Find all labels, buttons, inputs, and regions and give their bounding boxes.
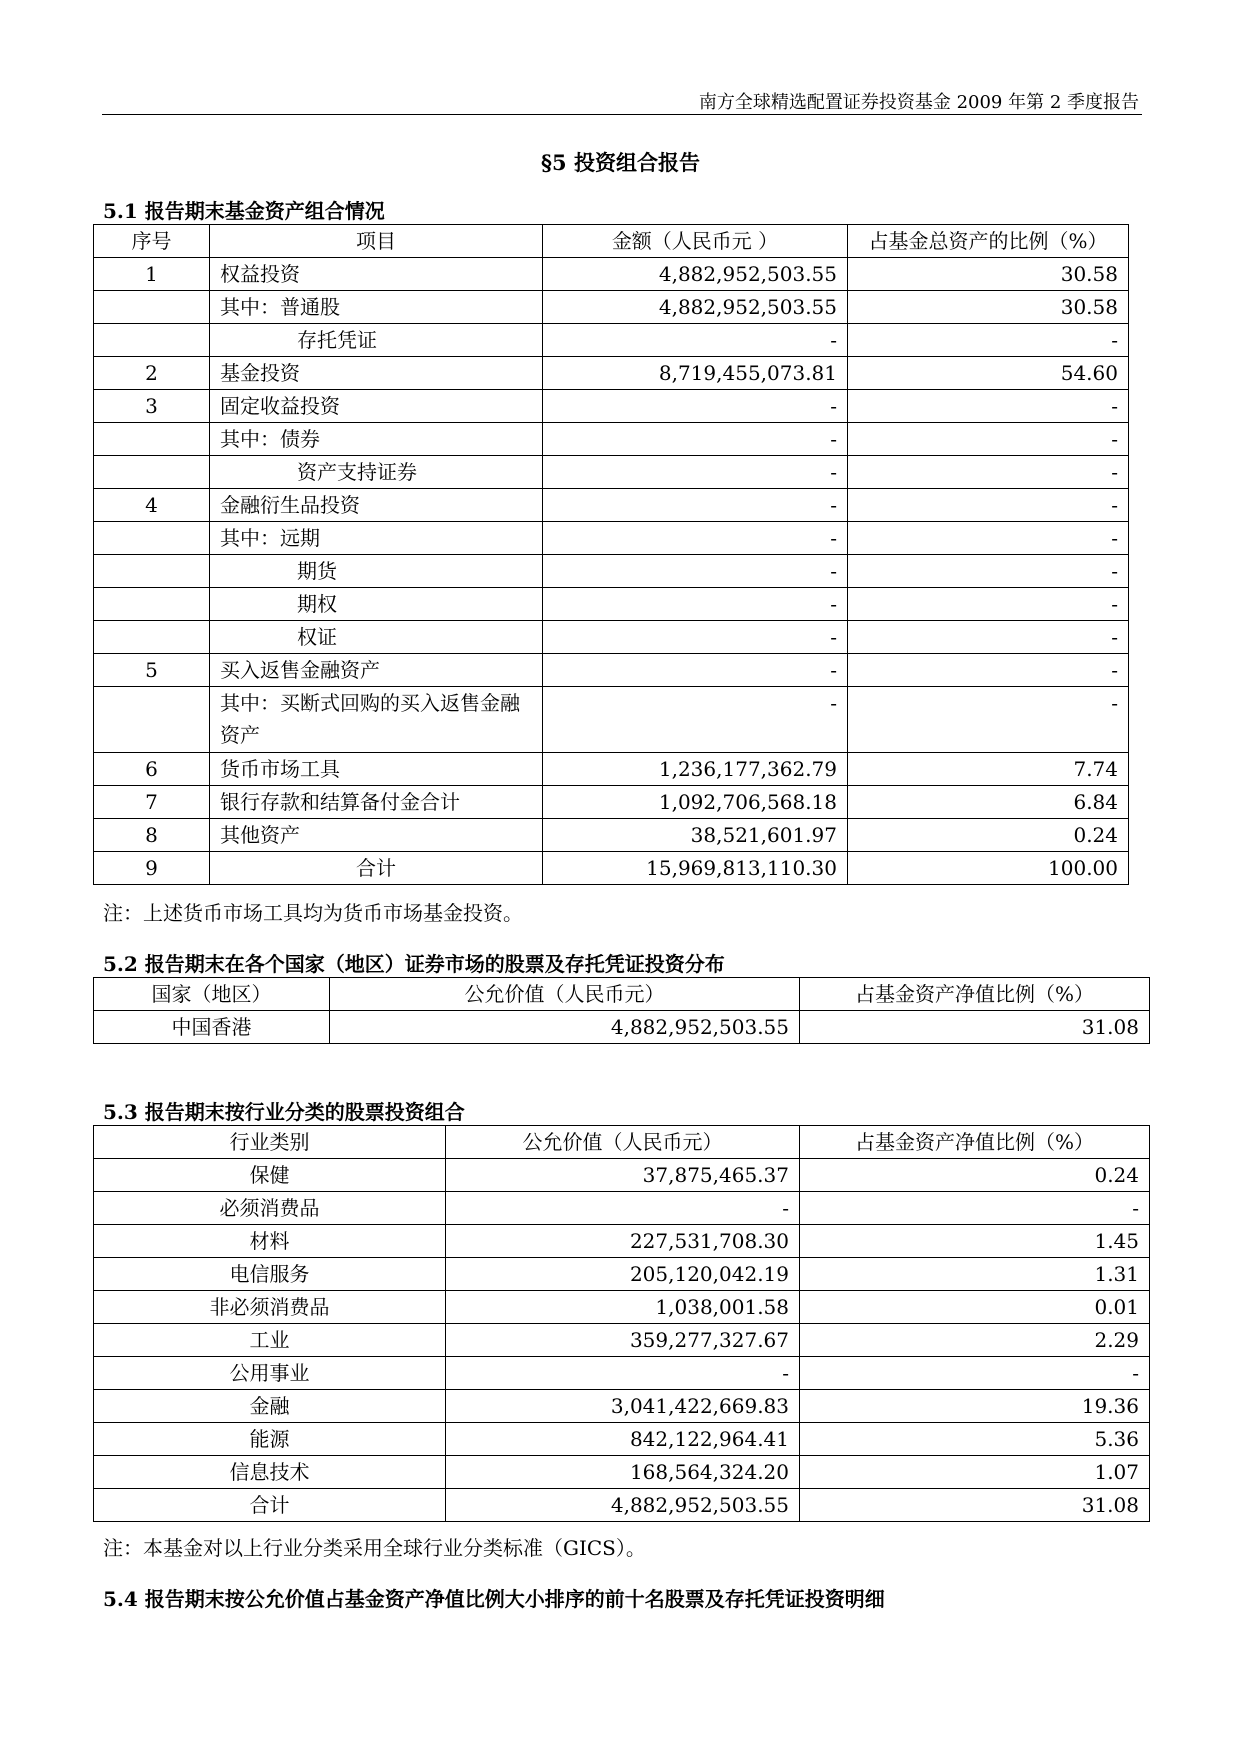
ratio-cell: 0.24 xyxy=(800,1159,1150,1192)
amount-cell: - xyxy=(543,588,848,621)
region-distribution-table xyxy=(93,977,1150,1044)
industry-cell: 能源 xyxy=(94,1423,446,1456)
row-number-cell xyxy=(94,621,210,654)
row-number-cell: 8 xyxy=(94,819,210,852)
amount-cell: - xyxy=(543,621,848,654)
table-row xyxy=(94,1357,1150,1390)
ratio-cell: 30.58 xyxy=(848,258,1129,291)
amount-cell: 1,092,706,568.18 xyxy=(543,786,848,819)
ratio-cell: 1.45 xyxy=(800,1225,1150,1258)
header-cell-value: 公允价值（人民币元） xyxy=(446,1126,800,1159)
ratio-cell: 19.36 xyxy=(800,1390,1150,1423)
industry-cell: 信息技术 xyxy=(94,1456,446,1489)
fair-value-cell: - xyxy=(446,1357,800,1390)
item-name-cell: 权益投资 xyxy=(210,258,543,291)
item-name-cell: 其中：债券 xyxy=(210,423,543,456)
amount-cell: - xyxy=(543,423,848,456)
amount-cell: 38,521,601.97 xyxy=(543,819,848,852)
ratio-cell: - xyxy=(800,1192,1150,1225)
ratio-cell: - xyxy=(848,588,1129,621)
table-row xyxy=(94,1456,1150,1489)
ratio-cell: 100.00 xyxy=(848,852,1129,885)
ratio-cell: 5.36 xyxy=(800,1423,1150,1456)
industry-cell: 公用事业 xyxy=(94,1357,446,1390)
section-5-3-title: 5.3 报告期末按行业分类的股票投资组合 xyxy=(103,1100,465,1124)
table-row xyxy=(94,753,1129,786)
section-title: §5 投资组合报告 xyxy=(541,150,700,175)
amount-cell: 15,969,813,110.30 xyxy=(543,852,848,885)
item-name-cell: 基金投资 xyxy=(210,357,543,390)
amount-cell: - xyxy=(543,555,848,588)
table-row xyxy=(94,1324,1150,1357)
fair-value-cell: 842,122,964.41 xyxy=(446,1423,800,1456)
row-number-cell xyxy=(94,291,210,324)
amount-cell: - xyxy=(543,522,848,555)
ratio-cell: - xyxy=(848,489,1129,522)
ratio-cell: 1.07 xyxy=(800,1456,1150,1489)
table-row xyxy=(94,423,1129,456)
header-divider xyxy=(102,114,1142,115)
row-number-cell: 9 xyxy=(94,852,210,885)
ratio-cell: 31.08 xyxy=(800,1011,1150,1044)
fair-value-cell: 4,882,952,503.55 xyxy=(446,1489,800,1522)
ratio-cell: - xyxy=(848,456,1129,489)
amount-cell: - xyxy=(543,456,848,489)
header-cell-ratio: 占基金资产净值比例（%） xyxy=(800,1126,1150,1159)
table-row xyxy=(94,852,1129,885)
row-number-cell xyxy=(94,456,210,489)
header-cell-item: 项目 xyxy=(210,225,543,258)
industry-cell: 工业 xyxy=(94,1324,446,1357)
item-name-cell: 期货 xyxy=(210,555,543,588)
ratio-cell: 30.58 xyxy=(848,291,1129,324)
ratio-cell: 31.08 xyxy=(800,1489,1150,1522)
table-row xyxy=(94,687,1129,753)
table-row xyxy=(94,390,1129,423)
industry-cell: 金融 xyxy=(94,1390,446,1423)
ratio-cell: - xyxy=(848,423,1129,456)
table-row xyxy=(94,324,1129,357)
item-name-cell: 其他资产 xyxy=(210,819,543,852)
item-name-cell: 货币市场工具 xyxy=(210,753,543,786)
row-number-cell: 2 xyxy=(94,357,210,390)
table-row xyxy=(94,1192,1150,1225)
ratio-cell: - xyxy=(848,555,1129,588)
industry-cell: 电信服务 xyxy=(94,1258,446,1291)
ratio-cell: 0.24 xyxy=(848,819,1129,852)
row-number-cell: 1 xyxy=(94,258,210,291)
ratio-cell: - xyxy=(848,621,1129,654)
amount-cell: 1,236,177,362.79 xyxy=(543,753,848,786)
item-name-cell: 其中：买断式回购的买入返售金融资产 xyxy=(210,687,543,753)
industry-cell: 材料 xyxy=(94,1225,446,1258)
table-row xyxy=(94,1159,1150,1192)
table-header-row xyxy=(94,978,1150,1011)
row-number-cell xyxy=(94,423,210,456)
fair-value-cell: - xyxy=(446,1192,800,1225)
item-name-cell: 其中：普通股 xyxy=(210,291,543,324)
header-cell-ratio: 占基金资产净值比例（%） xyxy=(800,978,1150,1011)
header-cell-industry: 行业类别 xyxy=(94,1126,446,1159)
table-row xyxy=(94,522,1129,555)
header-cell-amount: 金额（人民币元 ） xyxy=(543,225,848,258)
table-row xyxy=(94,291,1129,324)
row-number-cell xyxy=(94,555,210,588)
amount-cell: - xyxy=(543,324,848,357)
industry-portfolio-table xyxy=(93,1125,1150,1522)
item-name-cell: 买入返售金融资产 xyxy=(210,654,543,687)
table-row xyxy=(94,1390,1150,1423)
table-row xyxy=(94,1291,1150,1324)
item-name-cell: 期权 xyxy=(210,588,543,621)
table-row xyxy=(94,819,1129,852)
table-row xyxy=(94,1489,1150,1522)
row-number-cell xyxy=(94,324,210,357)
table-row xyxy=(94,1225,1150,1258)
amount-cell: - xyxy=(543,687,848,753)
table-row xyxy=(94,621,1129,654)
ratio-cell: 6.84 xyxy=(848,786,1129,819)
fair-value-cell: 4,882,952,503.55 xyxy=(330,1011,800,1044)
table-row xyxy=(94,654,1129,687)
ratio-cell: - xyxy=(848,324,1129,357)
table-row xyxy=(94,489,1129,522)
section-5-4-title: 5.4 报告期末按公允价值占基金资产净值比例大小排序的前十名股票及存托凭证投资明细 xyxy=(103,1587,885,1611)
section-5-1-title: 5.1 报告期末基金资产组合情况 xyxy=(103,199,385,223)
item-name-cell: 固定收益投资 xyxy=(210,390,543,423)
ratio-cell: - xyxy=(848,654,1129,687)
ratio-cell: 0.01 xyxy=(800,1291,1150,1324)
amount-cell: 4,882,952,503.55 xyxy=(543,258,848,291)
amount-cell: - xyxy=(543,654,848,687)
item-name-cell: 权证 xyxy=(210,621,543,654)
table-row xyxy=(94,1011,1150,1044)
row-number-cell: 4 xyxy=(94,489,210,522)
row-number-cell xyxy=(94,687,210,753)
fair-value-cell: 168,564,324.20 xyxy=(446,1456,800,1489)
row-number-cell: 6 xyxy=(94,753,210,786)
item-name-cell: 资产支持证券 xyxy=(210,456,543,489)
fair-value-cell: 3,041,422,669.83 xyxy=(446,1390,800,1423)
item-name-cell: 存托凭证 xyxy=(210,324,543,357)
ratio-cell: 1.31 xyxy=(800,1258,1150,1291)
ratio-cell: 2.29 xyxy=(800,1324,1150,1357)
asset-allocation-table xyxy=(93,224,1129,885)
industry-cell: 合计 xyxy=(94,1489,446,1522)
row-number-cell: 5 xyxy=(94,654,210,687)
ratio-cell: 54.60 xyxy=(848,357,1129,390)
table-row xyxy=(94,555,1129,588)
row-number-cell xyxy=(94,588,210,621)
table-row xyxy=(94,1423,1150,1456)
row-number-cell xyxy=(94,522,210,555)
fair-value-cell: 1,038,001.58 xyxy=(446,1291,800,1324)
region-cell: 中国香港 xyxy=(94,1011,330,1044)
item-name-cell: 合计 xyxy=(210,852,543,885)
table-header-row xyxy=(94,1126,1150,1159)
industry-cell: 非必须消费品 xyxy=(94,1291,446,1324)
amount-cell: 8,719,455,073.81 xyxy=(543,357,848,390)
header-cell-region: 国家（地区） xyxy=(94,978,330,1011)
fair-value-cell: 37,875,465.37 xyxy=(446,1159,800,1192)
industry-cell: 保健 xyxy=(94,1159,446,1192)
table-row xyxy=(94,258,1129,291)
row-number-cell: 3 xyxy=(94,390,210,423)
amount-cell: 4,882,952,503.55 xyxy=(543,291,848,324)
fair-value-cell: 359,277,327.67 xyxy=(446,1324,800,1357)
header-cell-value: 公允价值（人民币元） xyxy=(330,978,800,1011)
section-5-1-note: 注：上述货币市场工具均为货币市场基金投资。 xyxy=(103,901,523,925)
section-5-3-note: 注：本基金对以上行业分类采用全球行业分类标准（GICS）。 xyxy=(103,1536,646,1560)
table-row xyxy=(94,456,1129,489)
document-header-title: 南方全球精选配置证券投资基金 2009 年第 2 季度报告 xyxy=(698,92,1139,113)
ratio-cell: - xyxy=(848,687,1129,753)
item-name-cell: 银行存款和结算备付金合计 xyxy=(210,786,543,819)
table-row xyxy=(94,588,1129,621)
industry-cell: 必须消费品 xyxy=(94,1192,446,1225)
ratio-cell: - xyxy=(848,390,1129,423)
fair-value-cell: 205,120,042.19 xyxy=(446,1258,800,1291)
row-number-cell: 7 xyxy=(94,786,210,819)
section-5-2-title: 5.2 报告期末在各个国家（地区）证券市场的股票及存托凭证投资分布 xyxy=(103,952,725,976)
ratio-cell: - xyxy=(800,1357,1150,1390)
amount-cell: - xyxy=(543,489,848,522)
fair-value-cell: 227,531,708.30 xyxy=(446,1225,800,1258)
table-header-row xyxy=(94,225,1129,258)
item-name-cell: 其中：远期 xyxy=(210,522,543,555)
item-name-cell: 金融衍生品投资 xyxy=(210,489,543,522)
amount-cell: - xyxy=(543,390,848,423)
ratio-cell: - xyxy=(848,522,1129,555)
table-row xyxy=(94,1258,1150,1291)
ratio-cell: 7.74 xyxy=(848,753,1129,786)
table-row xyxy=(94,786,1129,819)
table-row xyxy=(94,357,1129,390)
header-cell-ratio: 占基金总资产的比例（%） xyxy=(848,225,1129,258)
header-cell-no: 序号 xyxy=(94,225,210,258)
